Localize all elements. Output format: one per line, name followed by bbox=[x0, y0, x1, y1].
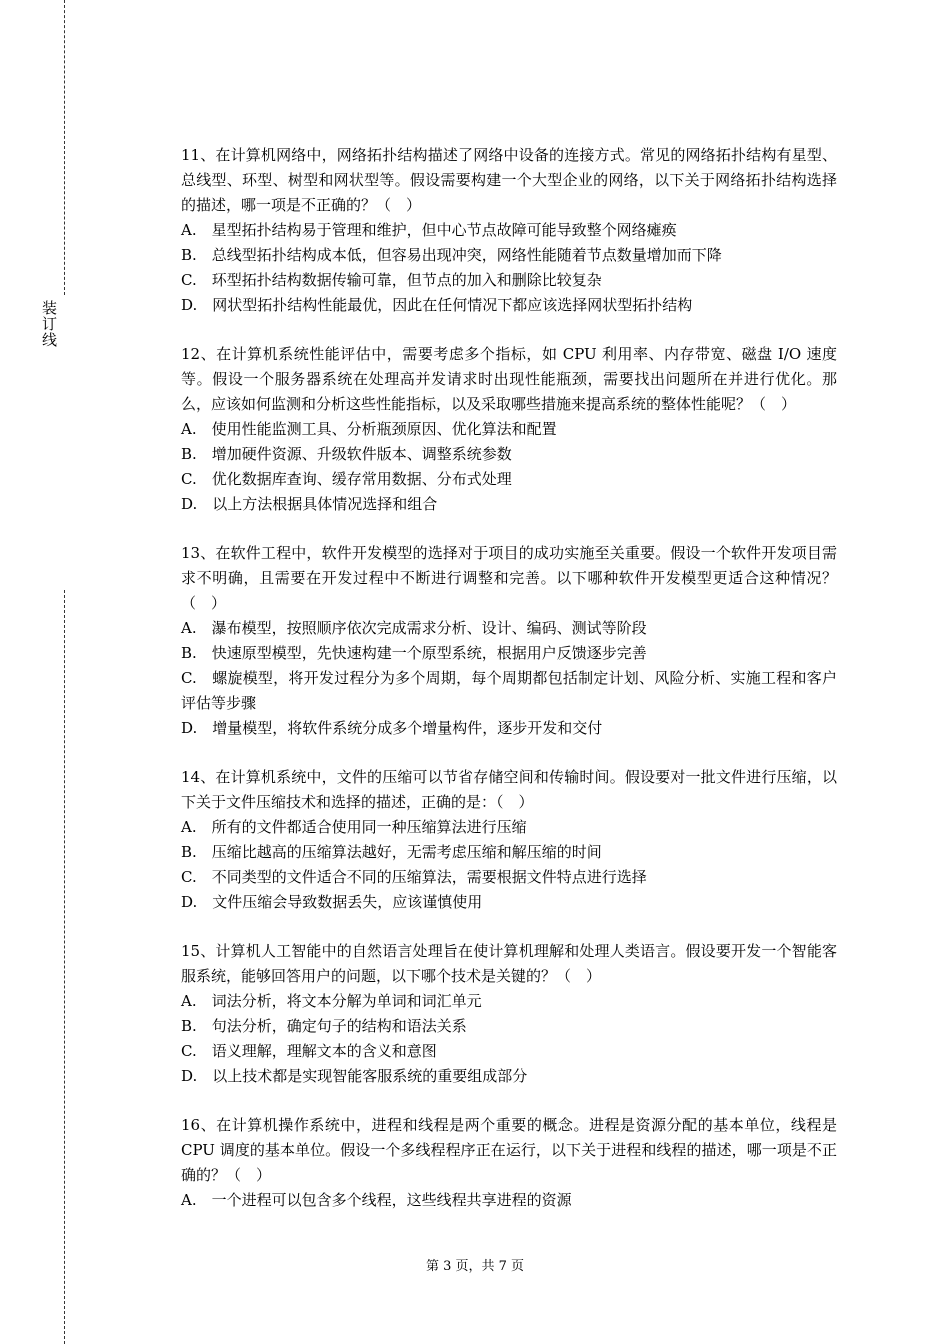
binding-label: 装订线 bbox=[40, 300, 58, 348]
question-11 bbox=[181, 143, 837, 318]
question-stem: 12、在计算机系统性能评估中，需要考虑多个指标，如 CPU 利用率、内存带宽、磁盘 I/O 速度等。假设一个服务器系统在处理高并发请求时出现性能瓶颈，需要找出问题所在并进行优化。那么，应该如何监测和分析这些性能指标，以及采取哪些措施来提高系统的整体性能呢？（ ） bbox=[181, 345, 837, 413]
option-b: B. 增加硬件资源、升级软件版本、调整系统参数 bbox=[181, 445, 512, 463]
question-16 bbox=[181, 1113, 837, 1213]
question-stem: 11、在计算机网络中，网络拓扑结构描述了网络中设备的连接方式。常见的网络拓扑结构有星型、总线型、环型、树型和网状型等。假设需要构建一个大型企业的网络，以下关于网络拓扑结构选择的描述，哪一项是不正确的？（ ） bbox=[181, 146, 837, 214]
option-c: C. 螺旋模型，将开发过程分为多个周期，每个周期都包括制定计划、风险分析、实施工程和客户评估等步骤 bbox=[181, 669, 837, 712]
option-a: A. 瀑布模型，按照顺序依次完成需求分析、设计、编码、测试等阶段 bbox=[181, 619, 647, 637]
option-c: C. 语义理解，理解文本的含义和意图 bbox=[181, 1042, 437, 1060]
option-b: B. 总线型拓扑结构成本低，但容易出现冲突，网络性能随着节点数量增加而下降 bbox=[181, 246, 722, 264]
option-b: B. 句法分析，确定句子的结构和语法关系 bbox=[181, 1017, 467, 1035]
question-14 bbox=[181, 765, 837, 915]
exam-content bbox=[181, 143, 837, 1237]
option-a: A. 一个进程可以包含多个线程，这些线程共享进程的资源 bbox=[181, 1191, 572, 1209]
option-c: C. 不同类型的文件适合不同的压缩算法，需要根据文件特点进行选择 bbox=[181, 868, 647, 886]
option-b: B. 压缩比越高的压缩算法越好，无需考虑压缩和解压缩的时间 bbox=[181, 843, 602, 861]
option-d: D. 文件压缩会导致数据丢失，应该谨慎使用 bbox=[181, 893, 483, 911]
option-b: B. 快速原型模型，先快速构建一个原型系统，根据用户反馈逐步完善 bbox=[181, 644, 647, 662]
option-a: A. 星型拓扑结构易于管理和维护，但中心节点故障可能导致整个网络瘫痪 bbox=[181, 221, 677, 239]
question-stem: 13、在软件工程中，软件开发模型的选择对于项目的成功实施至关重要。假设一个软件开发项目需求不明确，且需要在开发过程中不断进行调整和完善。以下哪种软件开发模型更适合这种情况？（ ） bbox=[181, 544, 837, 612]
question-stem: 16、在计算机操作系统中，进程和线程是两个重要的概念。进程是资源分配的基本单位，线程是 CPU 调度的基本单位。假设一个多线程程序正在运行，以下关于进程和线程的描述，哪一项是不正确的？（ ） bbox=[181, 1116, 837, 1184]
question-stem: 14、在计算机系统中，文件的压缩可以节省存储空间和传输时间。假设要对一批文件进行压缩，以下关于文件压缩技术和选择的描述，正确的是：（ ） bbox=[181, 768, 837, 811]
question-12 bbox=[181, 342, 837, 517]
option-d: D. 网状型拓扑结构性能最优，因此在任何情况下都应该选择网状型拓扑结构 bbox=[181, 296, 693, 314]
question-stem: 15、计算机人工智能中的自然语言处理旨在使计算机理解和处理人类语言。假设要开发一个智能客服系统，能够回答用户的问题，以下哪个技术是关键的？（ ） bbox=[181, 942, 837, 985]
option-d: D. 以上技术都是实现智能客服系统的重要组成部分 bbox=[181, 1067, 528, 1085]
option-d: D. 以上方法根据具体情况选择和组合 bbox=[181, 495, 438, 513]
option-a: A. 词法分析，将文本分解为单词和词汇单元 bbox=[181, 992, 482, 1010]
option-a: A. 使用性能监测工具、分析瓶颈原因、优化算法和配置 bbox=[181, 420, 557, 438]
question-15 bbox=[181, 939, 837, 1089]
option-d: D. 增量模型，将软件系统分成多个增量构件，逐步开发和交付 bbox=[181, 719, 603, 737]
option-a: A. 所有的文件都适合使用同一种压缩算法进行压缩 bbox=[181, 818, 527, 836]
option-c: C. 环型拓扑结构数据传输可靠，但节点的加入和删除比较复杂 bbox=[181, 271, 602, 289]
page-footer: 第 3 页，共 7 页 bbox=[425, 1259, 525, 1274]
question-13 bbox=[181, 541, 837, 741]
binding-line-bottom bbox=[64, 590, 65, 1344]
option-c: C. 优化数据库查询、缓存常用数据、分布式处理 bbox=[181, 470, 512, 488]
binding-line-top bbox=[64, 0, 65, 295]
